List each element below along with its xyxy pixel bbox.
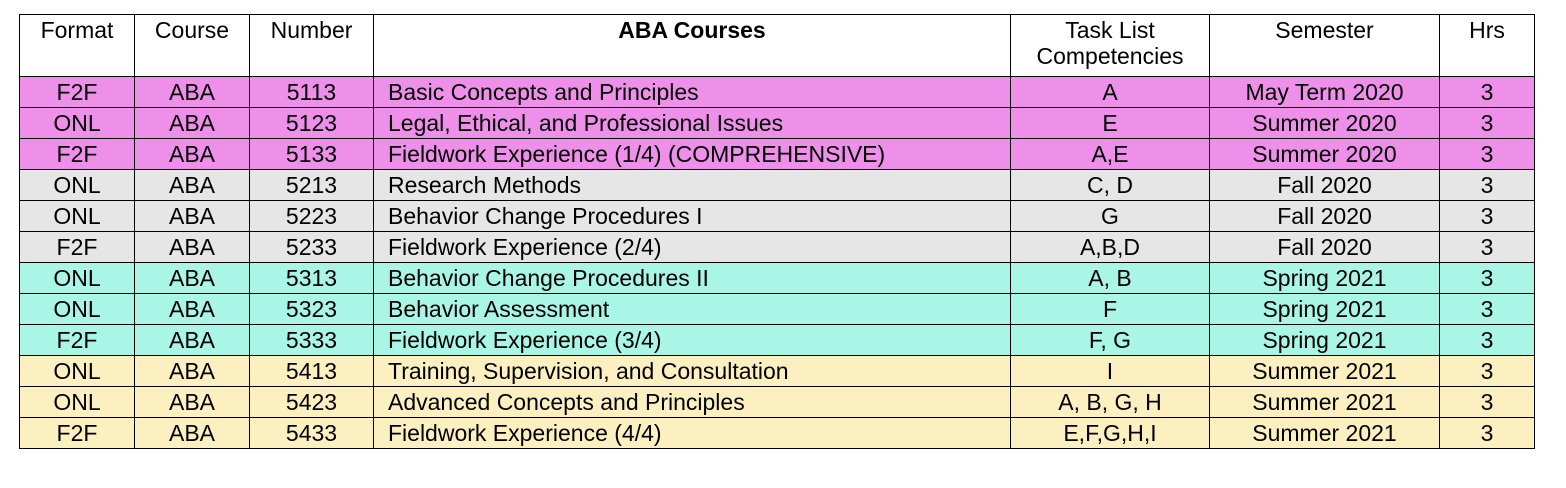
cell-semester: Fall 2020 xyxy=(1210,232,1440,263)
cell-hrs: 3 xyxy=(1440,108,1535,139)
cell-format: F2F xyxy=(20,232,135,263)
cell-format: F2F xyxy=(20,139,135,170)
cell-semester: Spring 2021 xyxy=(1210,294,1440,325)
cell-name: Research Methods xyxy=(374,170,1011,201)
cell-course: ABA xyxy=(135,232,250,263)
cell-format: ONL xyxy=(20,170,135,201)
cell-number: 5323 xyxy=(250,294,374,325)
header-title: ABA Courses xyxy=(374,15,1011,77)
cell-semester: Summer 2021 xyxy=(1210,418,1440,449)
cell-course: ABA xyxy=(135,325,250,356)
cell-competencies: A, B xyxy=(1011,263,1210,294)
cell-semester: Spring 2021 xyxy=(1210,263,1440,294)
cell-course: ABA xyxy=(135,108,250,139)
cell-name: Training, Supervision, and Consultation xyxy=(374,356,1011,387)
cell-number: 5223 xyxy=(250,201,374,232)
cell-name: Fieldwork Experience (2/4) xyxy=(374,232,1011,263)
cell-name: Fieldwork Experience (3/4) xyxy=(374,325,1011,356)
cell-competencies: F xyxy=(1011,294,1210,325)
cell-format: ONL xyxy=(20,387,135,418)
cell-semester: May Term 2020 xyxy=(1210,77,1440,108)
cell-hrs: 3 xyxy=(1440,294,1535,325)
cell-course: ABA xyxy=(135,170,250,201)
cell-name: Behavior Change Procedures II xyxy=(374,263,1011,294)
cell-course: ABA xyxy=(135,201,250,232)
cell-semester: Summer 2021 xyxy=(1210,356,1440,387)
cell-name: Legal, Ethical, and Professional Issues xyxy=(374,108,1011,139)
cell-number: 5213 xyxy=(250,170,374,201)
table-row xyxy=(20,294,1535,325)
header-task-line1: Task List xyxy=(1065,17,1155,43)
cell-semester: Summer 2021 xyxy=(1210,387,1440,418)
cell-hrs: 3 xyxy=(1440,77,1535,108)
cell-hrs: 3 xyxy=(1440,201,1535,232)
cell-hrs: 3 xyxy=(1440,232,1535,263)
cell-name: Fieldwork Experience (4/4) xyxy=(374,418,1011,449)
cell-hrs: 3 xyxy=(1440,263,1535,294)
cell-number: 5123 xyxy=(250,108,374,139)
cell-number: 5113 xyxy=(250,77,374,108)
cell-semester: Spring 2021 xyxy=(1210,325,1440,356)
cell-name: Behavior Assessment xyxy=(374,294,1011,325)
aba-courses-table xyxy=(19,14,1535,449)
cell-name: Fieldwork Experience (1/4) (COMPREHENSIVE) xyxy=(374,139,1011,170)
cell-format: ONL xyxy=(20,356,135,387)
table-row xyxy=(20,263,1535,294)
table-row xyxy=(20,232,1535,263)
cell-competencies: G xyxy=(1011,201,1210,232)
cell-name: Advanced Concepts and Principles xyxy=(374,387,1011,418)
header-format: Format xyxy=(20,15,135,77)
cell-hrs: 3 xyxy=(1440,387,1535,418)
table-row xyxy=(20,170,1535,201)
cell-name: Behavior Change Procedures I xyxy=(374,201,1011,232)
cell-format: ONL xyxy=(20,263,135,294)
header-course: Course xyxy=(135,15,250,77)
cell-format: ONL xyxy=(20,108,135,139)
table-row xyxy=(20,201,1535,232)
cell-competencies: I xyxy=(1011,356,1210,387)
cell-format: ONL xyxy=(20,294,135,325)
cell-hrs: 3 xyxy=(1440,356,1535,387)
header-number: Number xyxy=(250,15,374,77)
cell-semester: Summer 2020 xyxy=(1210,139,1440,170)
table-row xyxy=(20,77,1535,108)
cell-competencies: A,E xyxy=(1011,139,1210,170)
cell-format: ONL xyxy=(20,201,135,232)
cell-course: ABA xyxy=(135,356,250,387)
table-body xyxy=(20,77,1535,449)
cell-number: 5423 xyxy=(250,387,374,418)
header-row xyxy=(20,15,1535,77)
cell-format: F2F xyxy=(20,77,135,108)
cell-course: ABA xyxy=(135,263,250,294)
cell-number: 5133 xyxy=(250,139,374,170)
header-task-line2: Competencies xyxy=(1036,43,1184,69)
cell-number: 5413 xyxy=(250,356,374,387)
cell-course: ABA xyxy=(135,77,250,108)
cell-course: ABA xyxy=(135,139,250,170)
table-row xyxy=(20,139,1535,170)
cell-number: 5333 xyxy=(250,325,374,356)
table-row xyxy=(20,356,1535,387)
header-hrs: Hrs xyxy=(1440,15,1535,77)
table-header xyxy=(20,15,1535,77)
cell-format: F2F xyxy=(20,418,135,449)
cell-semester: Summer 2020 xyxy=(1210,108,1440,139)
cell-hrs: 3 xyxy=(1440,325,1535,356)
cell-competencies: A xyxy=(1011,77,1210,108)
cell-competencies: E xyxy=(1011,108,1210,139)
cell-number: 5233 xyxy=(250,232,374,263)
cell-course: ABA xyxy=(135,387,250,418)
header-task-list-competencies xyxy=(1011,15,1210,77)
cell-semester: Fall 2020 xyxy=(1210,170,1440,201)
cell-number: 5433 xyxy=(250,418,374,449)
table-row xyxy=(20,387,1535,418)
cell-name: Basic Concepts and Principles xyxy=(374,77,1011,108)
cell-format: F2F xyxy=(20,325,135,356)
cell-course: ABA xyxy=(135,294,250,325)
cell-semester: Fall 2020 xyxy=(1210,201,1440,232)
cell-number: 5313 xyxy=(250,263,374,294)
cell-hrs: 3 xyxy=(1440,139,1535,170)
cell-hrs: 3 xyxy=(1440,170,1535,201)
header-semester: Semester xyxy=(1210,15,1440,77)
cell-hrs: 3 xyxy=(1440,418,1535,449)
cell-competencies: A,B,D xyxy=(1011,232,1210,263)
cell-course: ABA xyxy=(135,418,250,449)
table-row xyxy=(20,418,1535,449)
cell-competencies: E,F,G,H,I xyxy=(1011,418,1210,449)
table-row xyxy=(20,108,1535,139)
cell-competencies: C, D xyxy=(1011,170,1210,201)
cell-competencies: F, G xyxy=(1011,325,1210,356)
cell-competencies: A, B, G, H xyxy=(1011,387,1210,418)
table-row xyxy=(20,325,1535,356)
